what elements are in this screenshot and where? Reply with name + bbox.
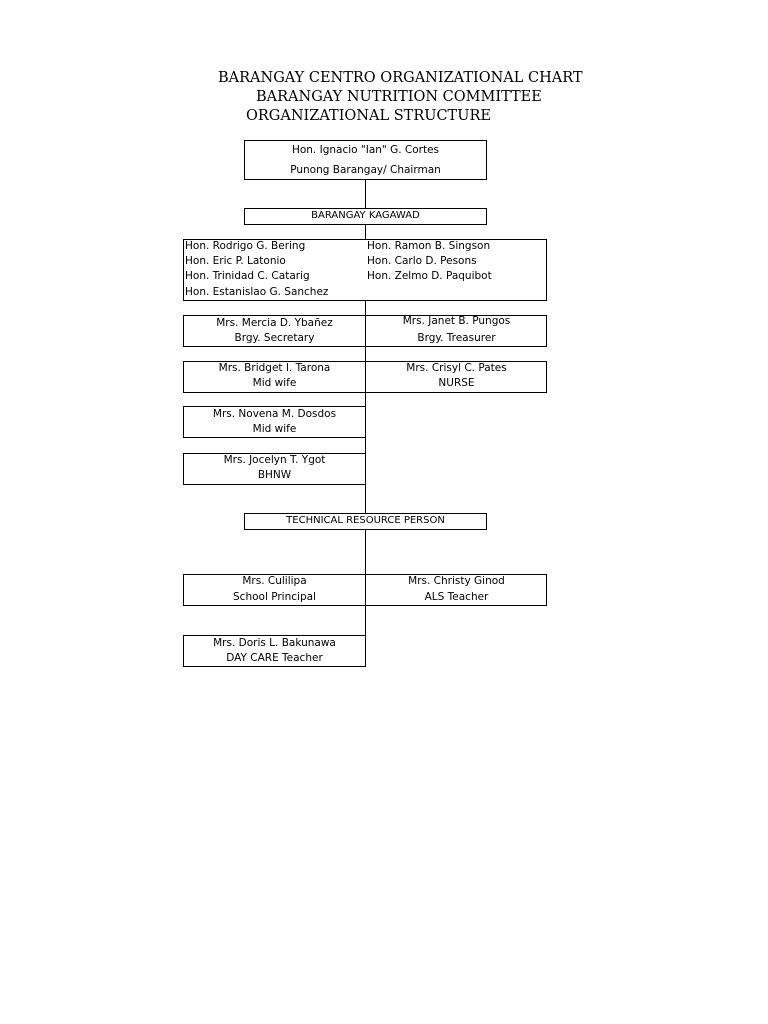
committee-title: BARANGAY NUTRITION COMMITTEE (256, 89, 542, 105)
chart-title: BARANGAY CENTRO ORGANIZATIONAL CHART (218, 70, 583, 86)
chairman-name: Hon. Ignacio "Ian" G. Cortes (291, 144, 440, 156)
bhnw-role: BHNW (257, 469, 292, 481)
midwife1-name: Mrs. Bridget I. Tarona (218, 362, 331, 374)
structure-title: ORGANIZATIONAL STRUCTURE (246, 108, 491, 124)
midwife2-name: Mrs. Novena M. Dosdos (212, 408, 337, 420)
treasurer-role: Brgy. Treasurer (417, 332, 496, 344)
secretary-name: Mrs. Mercia D. Ybañez (216, 317, 333, 329)
daycare-name: Mrs. Doris L. Bakunawa (213, 637, 336, 649)
als-name: Mrs. Christy Ginod (408, 575, 505, 587)
technical-header: TECHNICAL RESOURCE PERSON (286, 515, 445, 526)
connector-kagawad-list (365, 225, 366, 240)
kagawad-right-1: Hon. Ramon B. Singson (367, 240, 491, 252)
bhnw-name: Mrs. Jocelyn T. Ygot (223, 454, 326, 466)
divider-midwife-nurse (365, 361, 366, 393)
kagawad-header: BARANGAY KAGAWAD (311, 210, 420, 221)
secretary-role: Brgy. Secretary (234, 332, 315, 344)
midwife1-role: Mid wife (252, 377, 297, 389)
divider-principal-als (365, 574, 366, 606)
divider-secretary-treasurer (365, 315, 366, 347)
midwife2-role: Mid wife (252, 423, 297, 435)
kagawad-left-4: Hon. Estanislao G. Sanchez (185, 286, 329, 298)
principal-name: Mrs. Culilipa (242, 575, 307, 587)
nurse-name: Mrs. Crisyl C. Pates (406, 362, 507, 374)
connector-chair-kagawad (365, 179, 366, 208)
kagawad-left-3: Hon. Trinidad C. Catarig (185, 270, 310, 282)
nurse-role: NURSE (438, 377, 475, 389)
kagawad-right-2: Hon. Carlo D. Pesons (367, 255, 477, 267)
kagawad-left-1: Hon. Rodrigo G. Bering (185, 240, 306, 252)
kagawad-left-2: Hon. Eric P. Latonio (185, 255, 286, 267)
daycare-role: DAY CARE Teacher (226, 652, 323, 664)
kagawad-right-3: Hon. Zelmo D. Paquibot (367, 270, 492, 282)
als-role: ALS Teacher (424, 591, 489, 603)
principal-role: School Principal (233, 591, 316, 603)
chairman-role: Punong Barangay/ Chairman (290, 164, 441, 176)
treasurer-name: Mrs. Janet B. Pungos (402, 315, 511, 327)
